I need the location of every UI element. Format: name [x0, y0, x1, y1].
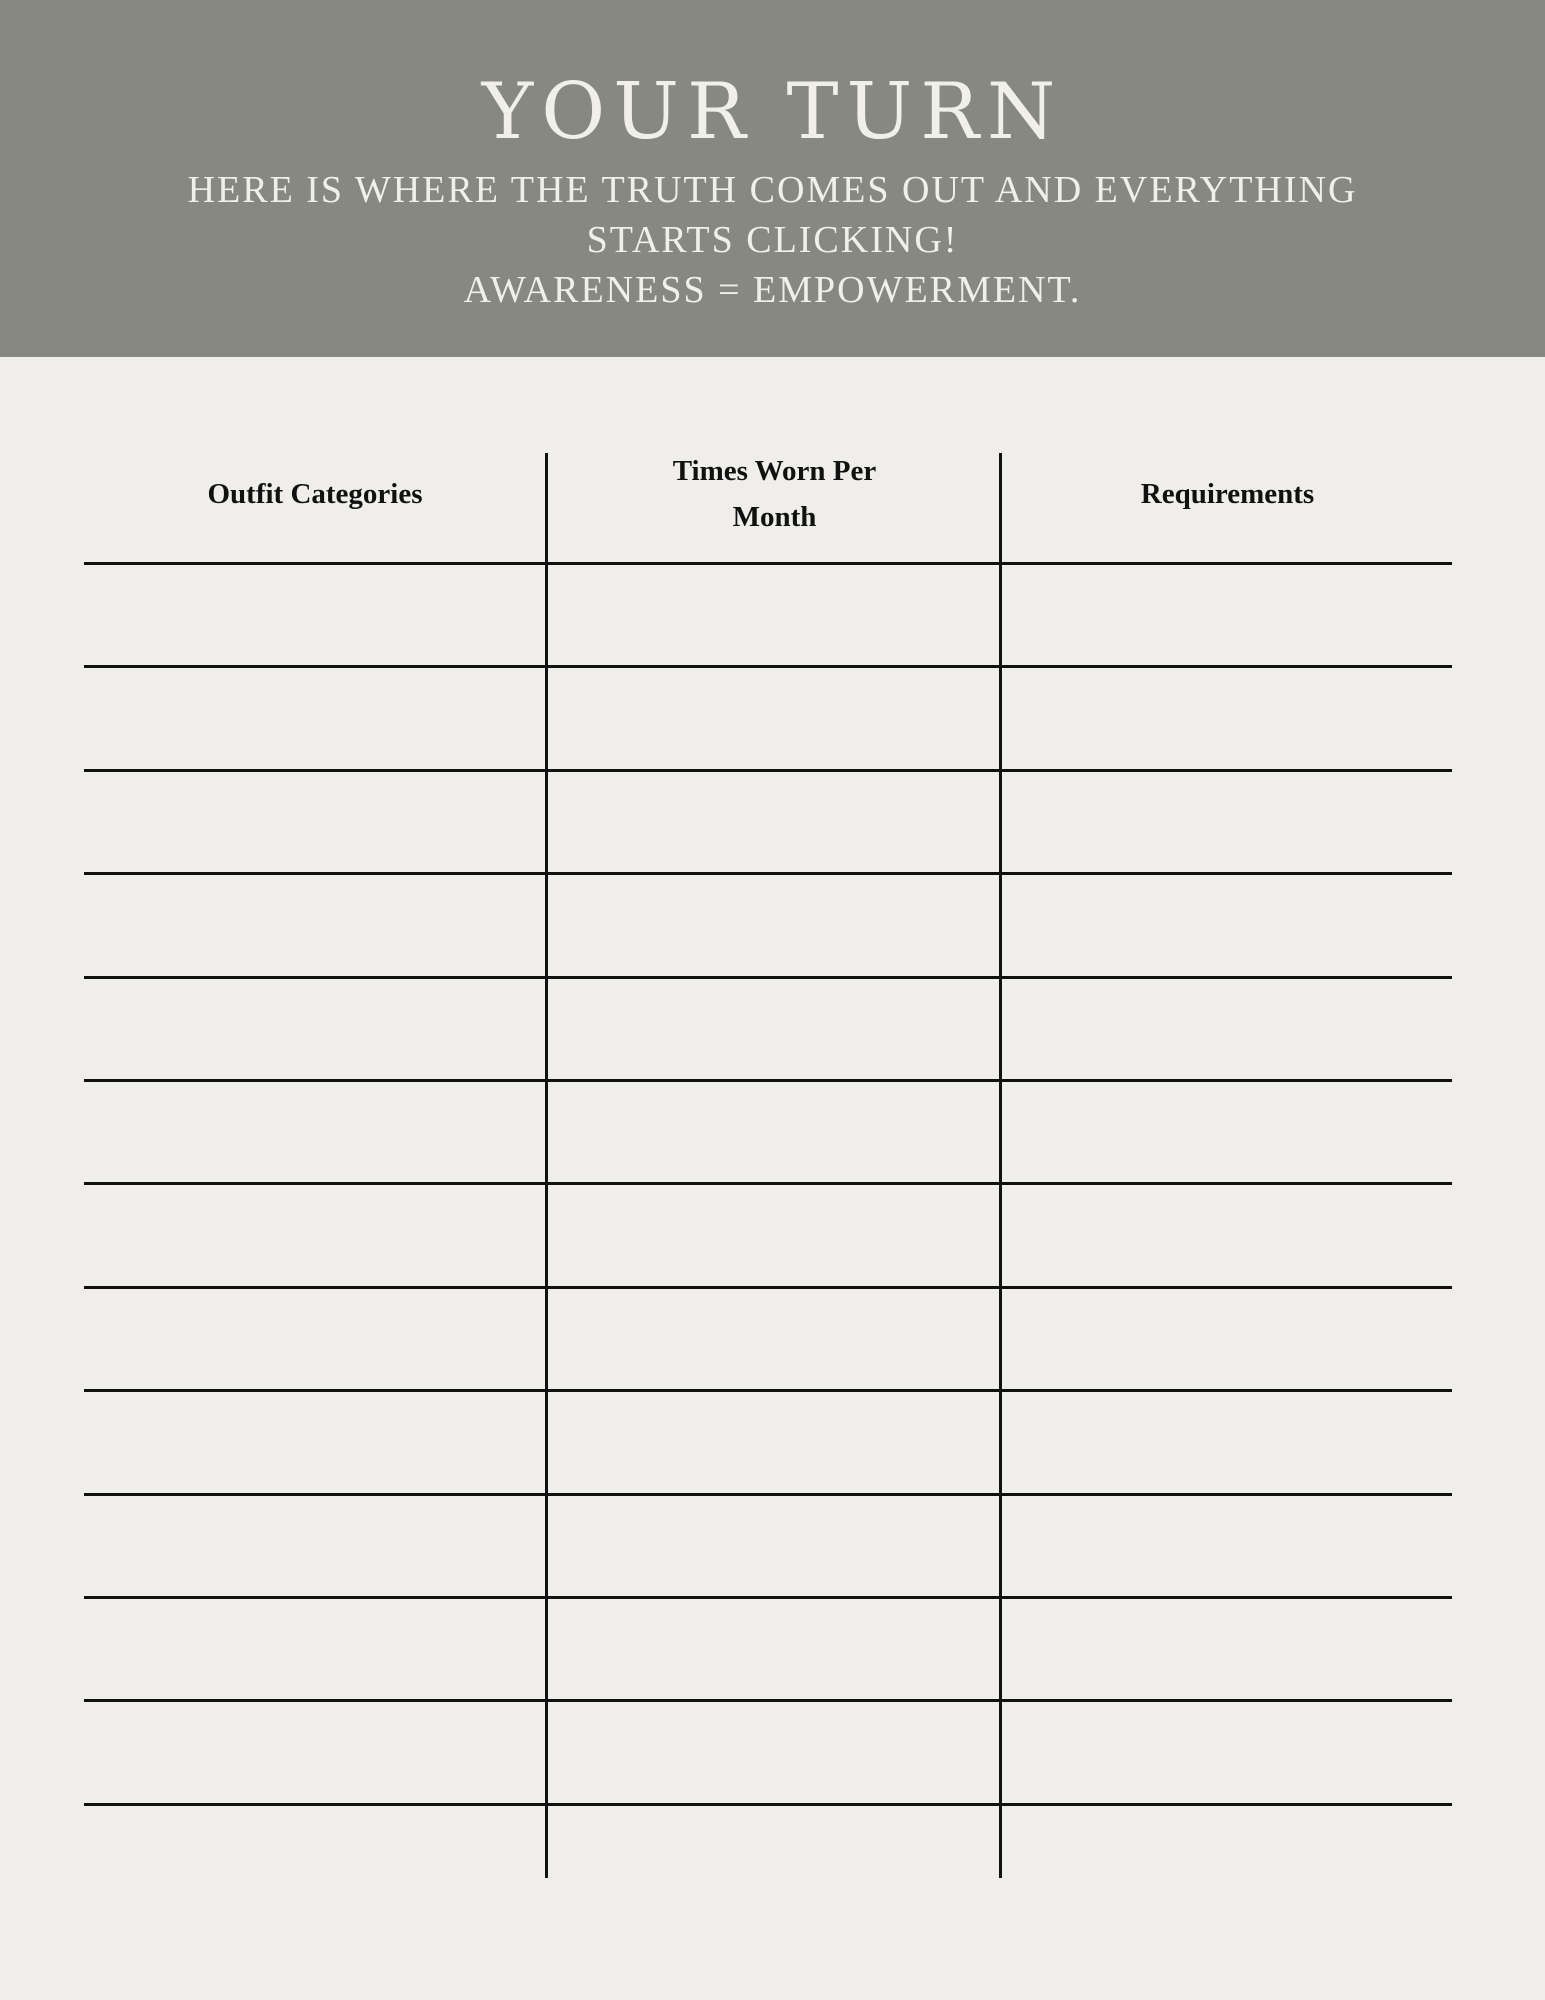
table-row[interactable]: [84, 1392, 1452, 1492]
subtitle-line: AWARENESS = EMPOWERMENT.: [463, 269, 1082, 311]
subtitle-line: HERE IS WHERE THE TRUTH COMES OUT AND EVERYTHING: [187, 169, 1358, 211]
column-header-line: Month: [732, 501, 817, 533]
table-row[interactable]: [84, 875, 1452, 975]
table-row[interactable]: [84, 979, 1452, 1079]
column-header-line: Times Worn Per: [672, 455, 877, 487]
table-row[interactable]: [84, 1702, 1452, 1802]
subtitle-line: STARTS CLICKING!: [586, 219, 959, 261]
column-header-outfit-categories: Outfit Categories: [207, 478, 423, 510]
table-row[interactable]: [84, 772, 1452, 872]
row-divider: [84, 1803, 1452, 1806]
table-row[interactable]: [84, 1289, 1452, 1389]
table-row[interactable]: [84, 1082, 1452, 1182]
page-title: YOUR TURN: [481, 67, 1064, 157]
table-row[interactable]: [84, 1496, 1452, 1596]
column-header-requirements: Requirements: [1140, 478, 1315, 510]
column-header-times-worn: [549, 448, 1000, 540]
table-row[interactable]: [84, 668, 1452, 768]
table-row[interactable]: [84, 1599, 1452, 1699]
table-row[interactable]: [84, 1185, 1452, 1285]
table-row[interactable]: [84, 565, 1452, 665]
